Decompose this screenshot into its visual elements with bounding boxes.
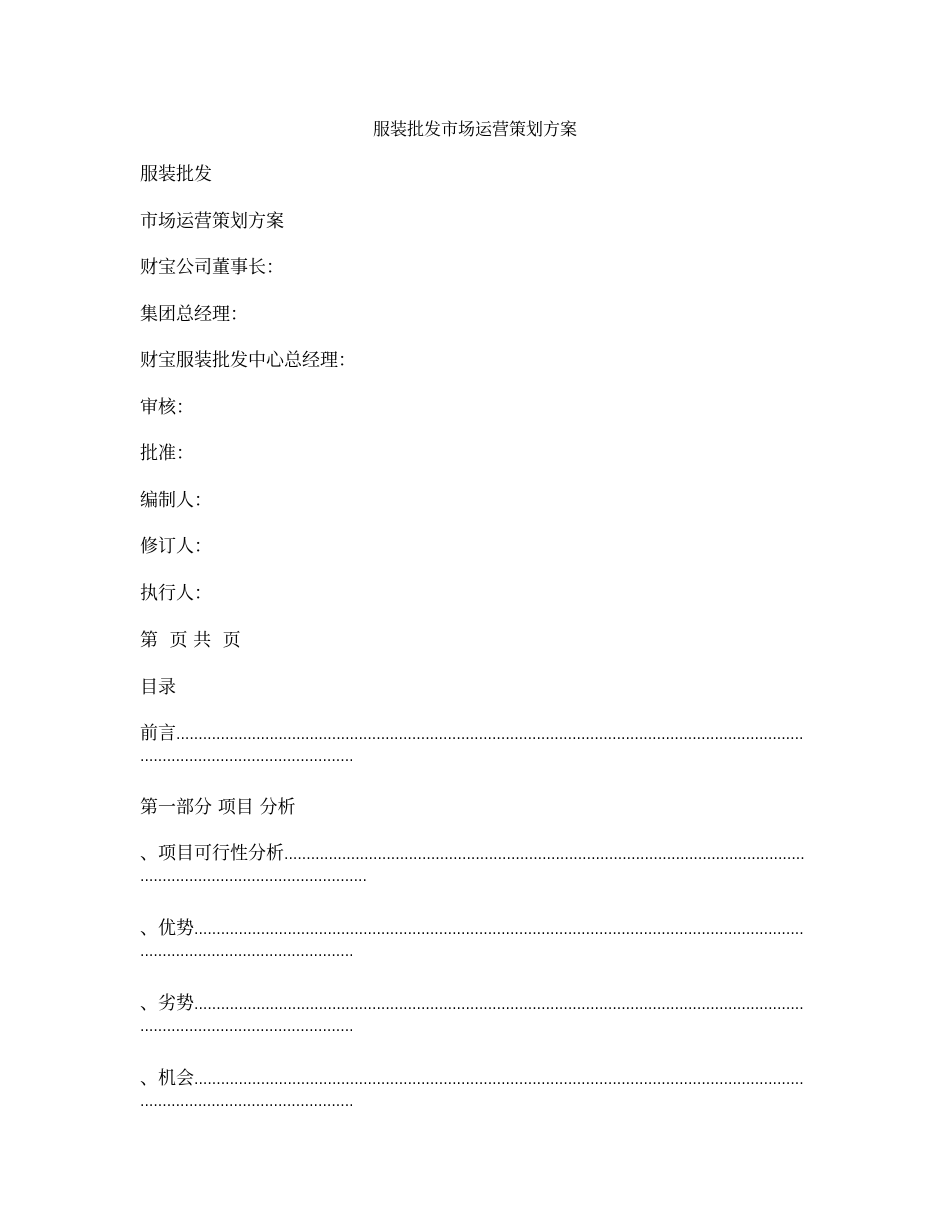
toc-entry-label: 、劣势 [140,993,194,1014]
toc-leader-dots-continued [140,943,352,965]
cover-line-group-gm: 集团总经理： [140,304,248,325]
cover-line-approve: 批准： [140,443,194,464]
page-count-line: 第 页 共 页 [140,630,241,651]
toc-entry-weaknesses [140,990,804,1040]
toc-part1-heading: 第一部分 项目 分析 [140,797,296,818]
document-title: 服装批发市场运营策划方案 [373,120,577,140]
toc-leader-dots [284,841,804,868]
cover-line-clothing-wholesale: 服装批发 [140,164,212,185]
cover-line-chairman: 财宝公司董事长： [140,257,284,278]
toc-leader-dots [176,721,804,748]
toc-entry-preface [140,720,804,770]
toc-leader-dots-continued [140,1093,352,1115]
cover-line-executor: 执行人： [140,583,212,604]
toc-leader-dots-continued [140,748,352,770]
toc-entry-feasibility [140,840,804,890]
toc-entry-label: 前言 [140,723,176,744]
cover-line-center-gm: 财宝服装批发中心总经理： [140,350,356,371]
cover-line-plan-title: 市场运营策划方案 [140,211,284,232]
toc-entry-label: 、优势 [140,918,194,939]
toc-entry-label: 、机会 [140,1068,194,1089]
toc-leader-dots [194,916,804,943]
toc-leader-dots [194,1066,804,1093]
cover-line-reviser: 修订人： [140,536,212,557]
toc-leader-dots-continued [140,1018,352,1040]
cover-line-author: 编制人： [140,490,212,511]
toc-heading: 目录 [140,677,176,698]
cover-line-review: 审核： [140,397,194,418]
toc-entry-label: 、项目可行性分析 [140,843,284,864]
toc-entry-strengths [140,915,804,965]
toc-entry-opportunities [140,1065,804,1115]
toc-leader-dots [194,991,804,1018]
toc-leader-dots-continued [140,868,367,890]
